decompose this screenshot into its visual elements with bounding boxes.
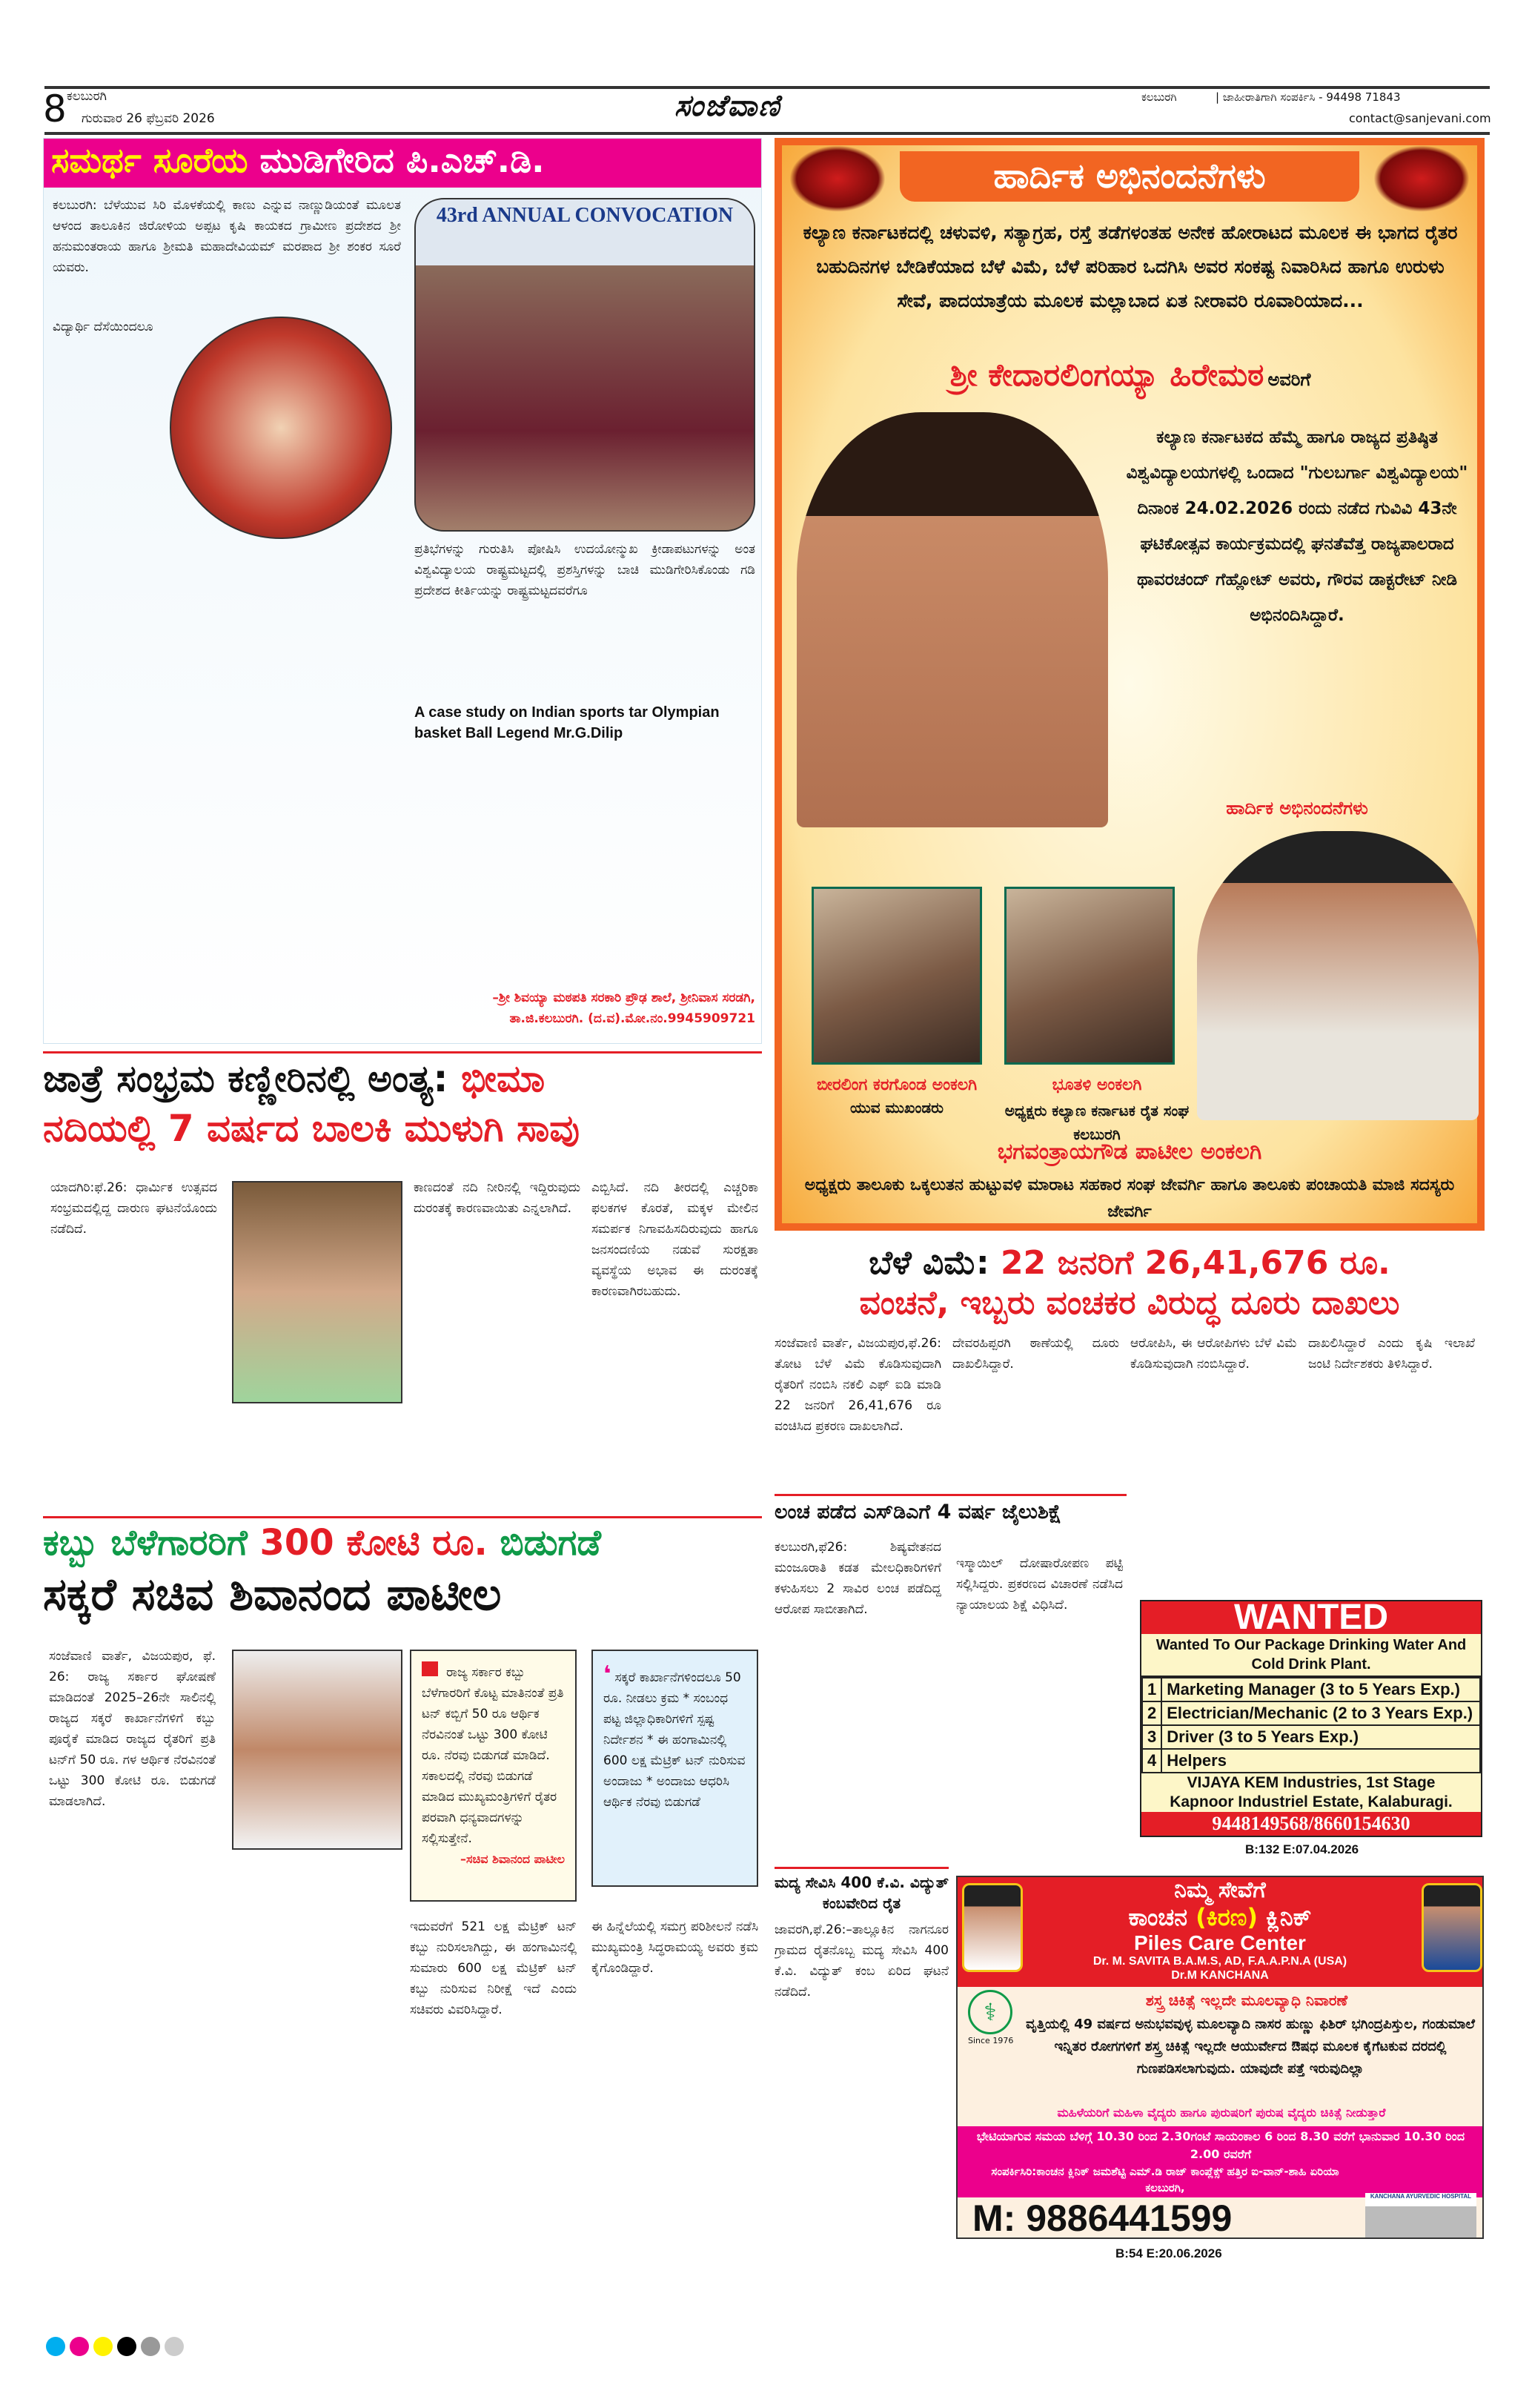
main-wisher-name: ಭಗವಂತ್ರಾಯಗೌಡ ಪಾಟೀಲ ಅಂಕಲಗಿ (997, 1139, 1262, 1165)
story-phd (43, 138, 762, 1044)
wanted-title: WANTED (1141, 1601, 1481, 1634)
caduceus-logo: ⚕ (968, 1990, 1012, 2034)
rose-icon (1373, 145, 1470, 212)
greeting-ad (775, 138, 1485, 1231)
story-headline: ಸಮರ್ಥ ಸೂರೆಯ ಮುಡಿಗೇರಿದ ಪಿ.ಎಚ್.ಡಿ. (44, 139, 761, 188)
positions-table (1141, 1677, 1481, 1773)
greeting-intro: ಕಲ್ಯಾಣ ಕರ್ನಾಟಕದಲ್ಲಿ ಚಳುವಳಿ, ಸತ್ಯಾಗ್ರಹ, ರಸ್ತೆ ತಡೆಗಳಂತಹ ಅನೇಕ ಹೋರಾಟದ ಮೂಲಕ ಈ ಭಾಗದ ರೈತರ ಬಹುದಿನಗಳ ಬೇಡಿಕೆಯಾದ ಬೆಳೆ ವಿಮೆ, ಬೆಳೆ ಪರಿಹಾರ ಒದಗಿಸಿ ಅವರ ಸಂಕಷ್ಟ ನಿವಾರಿಸಿದ ಹಾಗೂ ಉರುಳು ಸೇವೆ, ಪಾದಯಾತ್ರೆಯ ಮೂಲಕ ಮಲ್ಲಾಬಾದ ಏತ ನೀರಾವರಿ ರೂವಾರಿಯಾದ... (803, 222, 1458, 311)
story-lead: ಕಲಬುರಗಿ: ಬೆಳೆಯುವ ಸಿರಿ ಮೊಳಕೆಯಲ್ಲಿ ಕಾಣು ಎನ್ನುವ ನಾಣ್ಣುಡಿಯಂತೆ ಮೂಲತ ಆಳಂದ ತಾಲೂಕಿನ ಜಿರೋಳಿಯ ಅಪ್ಪಟ ಕೃಷಿ ಕಾಯಕದ ಗ್ರಾಮೀಣ ಪ್ರದೇಶದ ಶ್ರೀ ಹನುಮಂತರಾಯ ಹಾಗೂ ಶ್ರೀಮತಿ ಮಹಾದೇವಿಯಮ್ ಮರಪಾದ ಶ್ರೀ ಶಂಕರ ಸೂರೆ ಯವರು. (53, 198, 401, 275)
story-bribery: ಲಂಚ ಪಡೆದ ಎಸ್‌ಡಿಎಗೆ 4 ವರ್ಷ ಜೈಲುಶಿಕ್ಷೆ ಕಲಬುರಗಿ,ಫೆ26: ಶಿಷ್ಯವೇತನದ ಮಂಜೂರಾತಿ ಕಡತ ಮೇಲಧಿಕಾರಿಗಳಿಗೆ ಕಳುಹಿಸಲು 2 ಸಾವಿರ ಲಂಚ ಪಡೆದಿದ್ದ ಆರೋಪ ಸಾಬೀತಾಗಿದೆ. ಇಸ್ಮಾಯಿಲ್ ದೋಷಾರೋಪಣ ಪಟ್ಟಿ ಸಲ್ಲಿಸಿದ್ದರು. ಪ್ರಕರಣದ ವಿಚಾರಣೆ ನಡೆಸಿದ ನ್ಯಾಯಾಲಯ ಶಿಕ್ಷೆ ವಿಧಿಸಿದೆ. (775, 1501, 1123, 1617)
table-row: 1 Marketing Manager (3 to 5 Years Exp.) (1142, 1678, 1480, 1701)
honoree-photo (797, 412, 1108, 827)
story-crop-insurance: ಬೆಳೆ ವಿಮೆ: 22 ಜನರಿಗೆ 26,41,676 ರೂ. ವಂಚನೆ, ಇಬ್ಬರು ವಂಚಕರ ವಿರುದ್ಧ ದೂರು ದಾಖಲು ಸಂಜೆವಾಣಿ ವಾರ್ತೆ, ವಿಜಯಪುರ,ಫೆ.26: ತೋಟ ಬೆಳೆ ವಿಮೆ ಕೊಡಿಸುವುದಾಗಿ ರೈತರಿಗೆ ನಂಬಿಸಿ ನಕಲಿ ಎಫ್ ಐಡಿ ಮಾಡಿ 22 ಜನರಿಗೆ 26,41,676 ರೂ ವಂಚಿಸಿದ ಪ್ರಕರಣ ದಾಖಲಾಗಿದೆ. ದೇವರಹಿಪ್ಪರಗಿ ಠಾಣೆಯಲ್ಲಿ ದೂರು ದಾಖಲಿಸಿದ್ದಾರೆ. ಆರೋಪಿಸಿ, ಈ ಆರೋಪಿಗಳು ಬೆಳೆ ವಿಮೆ ಕೊಡಿಸುವುದಾಗಿ ನಂಬಿಸಿದ್ದಾರೆ. ದಾಖಲಿಸಿದ್ದಾರೆ ಎಂದು ಕೃಷಿ ಇಲಾಖೆ ಜಂಟಿ ನಿರ್ದೇಶಕರು ತಿಳಿಸಿದ್ದಾರೆ. (775, 1244, 1475, 1434)
ad-code: B:54 E:20.06.2026 (1115, 2246, 1222, 2260)
ad-contact: | ಜಾಹೀರಾತಿಗಾಗಿ ಸಂಪರ್ಕಿಸಿ - 94498 71843 (1216, 90, 1401, 104)
highlights-box: ❛ ಸಕ್ಕರೆ ಕಾರ್ಖಾನೆಗಳಿಂದಲೂ 50 ರೂ. ನೀಡಲು ಕ್ರಮ * ಸಂಬಂಧ ಪಟ್ಟ ಜಿಲ್ಲಾಧಿಕಾರಿಗಳಿಗೆ ಸ್ಪಷ್ಟ ನಿರ್ದೇಶನ * ಈ ಹಂಗಾಮಿನಲ್ಲಿ 600 ಲಕ್ಷ ಮೆಟ್ರಿಕ್ ಟನ್ ನುರಿಸುವ ಅಂದಾಜು * ಅಂದಾಜು ಆಧರಿಸಿ ಆರ್ಥಿಕ ನೆರವು ಬಿಡುಗಡೆ (591, 1650, 758, 1887)
contact-email: contact@sanjevani.com (1349, 111, 1491, 125)
table-row: 4 Helpers (1142, 1749, 1480, 1773)
masthead-logo: ಸಂಜೆವಾಣಿ (674, 89, 781, 123)
table-row: 3 Driver (3 to 5 Years Exp.) (1142, 1725, 1480, 1749)
story-sugarcane: ಕಬ್ಬು ಬೆಳೆಗಾರರಿಗೆ 300 ಕೋಟಿ ರೂ. ಬಿಡುಗಡೆ ಸಕ್ಕರೆ ಸಚಿವ ಶಿವಾನಂದ ಪಾಟೀಲ ಸಂಜೆವಾಣಿ ವಾರ್ತೆ, ವಿಜಯಪುರ, ಫೆ. 26: ರಾಜ್ಯ ಸರ್ಕಾರ ಘೋಷಣೆ ಮಾಡಿದಂತೆ 2025–26ನೇ ಸಾಲಿನಲ್ಲಿ ರಾಜ್ಯದ ಸಕ್ಕರೆ ಕಾರ್ಖಾನೆಗಳಿಗೆ ಕಬ್ಬು ಪೂರೈಕೆ ಮಾಡಿದ ರಾಜ್ಯದ ರೈತರಿಗೆ ಪ್ರತಿ ಟನ್‌ಗೆ 50 ರೂ. ಗಳ ಆರ್ಥಿಕ ನೆರವಿನಂತೆ ಒಟ್ಟು 300 ಕೋಟಿ ರೂ. ಬಿಡುಗಡೆ ಮಾಡಲಾಗಿದೆ. ರಾಜ್ಯ ಸರ್ಕಾರ ಕಬ್ಬು ಬೆಳೆಗಾರರಿಗೆ ಕೊಟ್ಟ ಮಾತಿನಂತೆ ಪ್ರತಿ ಟನ್ ಕಬ್ಬಿಗೆ 50 ರೂ ಆರ್ಥಿಕ ನೆರವಿನಂತೆ ಒಟ್ಟು 300 ಕೋಟಿ ರೂ. ನೆರವು ಬಿಡುಗಡೆ ಮಾಡಿದೆ. ಸಕಾಲದಲ್ಲಿ ನೆರವು ಬಿಡುಗಡೆ ಮಾಡಿದ ಮುಖ್ಯಮಂತ್ರಿಗಳಿಗೆ ರೈತರ ಪರವಾಗಿ ಧನ್ಯವಾದಗಳನ್ನು ಸಲ್ಲಿಸುತ್ತೇನೆ. –ಸಚಿವ ಶಿವಾನಂದ ಪಾಟೀಲ ❛ ಸಕ್ಕರೆ ಕಾರ್ಖಾನೆಗಳಿಂದಲೂ 50 ರೂ. ನೀಡಲು ಕ್ರಮ * ಸಂಬಂಧ ಪಟ್ಟ ಜಿಲ್ಲಾಧಿಕಾರಿಗಳಿಗೆ ಸ್ಪಷ್ಟ ನಿರ್ದೇಶನ * ಈ ಹಂಗಾಮಿನಲ್ಲಿ 600 ಲಕ್ಷ ಮೆಟ್ರಿಕ್ ಟನ್ ನುರಿಸುವ ಅಂದಾಜು * ಅಂದಾಜು ಆಧರಿಸಿ ಆರ್ಥಿಕ ನೆರವು ಬಿಡುಗಡೆ ಇದುವರೆಗೆ 521 ಲಕ್ಷ ಮೆಟ್ರಿಕ್ ಟನ್ ಕಬ್ಬು ನುರಿಸಲಾಗಿದ್ದು, ಈ ಹಂಗಾಮಿನಲ್ಲಿ ಸುಮಾರು 600 ಲಕ್ಷ ಮೆಟ್ರಿಕ್ ಟನ್ ಕಬ್ಬು ನುರಿಸುವ ನಿರೀಕ್ಷೆ ಇದೆ ಎಂದು ಸಚಿವರು ವಿವರಿಸಿದ್ದಾರೆ. ಈ ಹಿನ್ನೆಲೆಯಲ್ಲಿ ಸಮಗ್ರ ಪರಿಶೀಲನೆ ನಡೆಸಿ ಮುಖ್ಯಮಂತ್ರಿ ಸಿದ್ಧರಾಮಯ್ಯ ಅವರು ಕ್ರಮ ಕೈಗೊಂಡಿದ್ದಾರೆ. (43, 1522, 758, 2017)
hospital-photo: KANCHANA AYURVEDIC HOSPITAL (1365, 2193, 1476, 2237)
wisher-2: ಭೂತಳಿ ಅಂಕಲಗಿ ಅಧ್ಯಕ್ಷರು ಕಲ್ಯಾಣ ಕರ್ನಾಟಕ ರೈತ ಸಂಘ ಕಲಬುರಗಿ (1004, 1076, 1190, 1143)
english-line: A case study on Indian sports tar Olympian basket Ball Legend Mr.G.Dilip (414, 704, 720, 741)
wanted-ad: WANTED Wanted To Our Package Drinking Water And Cold Drink Plant. 1 Marketing Manager (3 to 5 Years Exp.) 2 Electrician/Mechanic (2 to 3 Years Exp.) 3 Driver (3 to 5 Years Exp.) 4 Helpers VIJAYA KEM Industries, 1st Stage Kapnoor Industriel Estate, Kalaburagi. 9448149568/8660154630 (1140, 1600, 1482, 1837)
photo-caption: ಪ್ರತಿಭೆಗಳನ್ನು ಗುರುತಿಸಿ ಪೋಷಿಸಿ ಉದಯೋನ್ಮುಖ ಕ್ರೀಡಾಪಟುಗಳನ್ನು ಅಂತ ವಿಶ್ವವಿದ್ಯಾಲಯ ರಾಷ್ಟ್ರಮಟ್ಟದಲ್ಲಿ ಪ್ರಶಸ್ತಿಗಳನ್ನು ಬಾಚಿ ಮುಡಿಗೇರಿಸಿಕೊಂಡು ಗಡಿ ಪ್ರದೇಶದ ಕೀರ್ತಿಯನ್ನು ರಾಷ್ಟ್ರಮಟ್ಟದವರೆಗೂ (414, 542, 755, 598)
page-number: 8 (43, 87, 67, 130)
doctor-photo (1422, 1883, 1482, 1972)
story-paragraph: ವಿದ್ಯಾರ್ಥಿ ದೆಸೆಯಿಂದಲೂ (53, 320, 153, 334)
greeting-title: ಹಾರ್ದಿಕ ಅಭಿನಂದನೆಗಳು (900, 151, 1359, 202)
edition-date: ಗುರುವಾರ 26 ಫೆಬ್ರವರಿ 2026 (82, 111, 215, 126)
story-farmer-pole: ಮದ್ಯ ಸೇವಿಸಿ 400 ಕೆ.ವಿ. ವಿದ್ಯುತ್ ಕಂಬವೇರಿದ ರೈತ ಜಾವರಗಿ,ಫೆ.26:–ತಾಲ್ಲೂಕಿನ ನಾಗನೂರ ಗ್ರಾಮದ ರೈತನೊಬ್ಬ ಮದ್ಯ ಸೇವಿಸಿ 400 ಕೆ.ವಿ. ವಿದ್ಯುತ್ ಕಂಬ ಏರಿದ ಘಟನೆ ನಡೆದಿದೆ. (775, 1873, 949, 2000)
greeting-subtitle: ಹಾರ್ದಿಕ ಅಭಿನಂದನೆಗಳು (1226, 798, 1368, 818)
clinic-phone: M: 9886441599 (972, 2197, 1233, 2239)
ad-code: B:132 E:07.04.2026 (1245, 1842, 1359, 1856)
convocation-photo: 43rd ANNUAL CONVOCATION (414, 198, 755, 532)
author-byline: –ಶ್ರೀ ಶಿವಯ್ಯಾ ಮಠಪತಿ ಸರಕಾರಿ ಪ್ರೌಢ ಶಾಲೆ, ಶ್ರೀನಿವಾಸ ಸರಡಗಿ, ತಾ.ಜಿ.ಕಲಬುರಗಿ. (ದ.ವ).ಮೋ.ನಂ.9945909721 (492, 990, 755, 1026)
right-city: ಕಲಬುರಗಿ (1141, 90, 1177, 104)
color-register-marks (46, 2337, 184, 2356)
honoree-line: ಶ್ರೀ ಕೇದಾರಲಿಂಗಯ್ಯಾ ಹಿರೇಮಠ ಅವರಿಗೆ (949, 357, 1311, 393)
girl-photo (232, 1181, 402, 1403)
wisher-photo (812, 887, 982, 1065)
quote-icon: ❛ (603, 1661, 611, 1687)
story-bhima: ಜಾತ್ರೆ ಸಂಭ್ರಮ ಕಣ್ಣೀರಿನಲ್ಲಿ ಅಂತ್ಯ: ಭೀಮಾ ನದಿಯಲ್ಲಿ 7 ವರ್ಷದ ಬಾಲಕಿ ಮುಳುಗಿ ಸಾವು ಯಾದಗಿರಿ:ಫೆ.26: ಧಾರ್ಮಿಕ ಉತ್ಸವದ ಸಂಭ್ರಮದಲ್ಲಿದ್ದ ದಾರುಣ ಘಟನೆಯೊಂದು ನಡೆದಿದೆ. ಕಾಣದಂತೆ ನದಿ ನೀರಿನಲ್ಲಿ ಇದ್ದಿರುವುದು ದುರಂತಕ್ಕೆ ಕಾರಣವಾಯಿತು ಎನ್ನಲಾಗಿದೆ. ಎಬ್ಬಿಸಿದೆ. ನದಿ ತೀರದಲ್ಲಿ ಎಚ್ಚರಿಕಾ ಫಲಕಗಳ ಕೊರತೆ, ಮಕ್ಕಳ ಮೇಲಿನ ಸಮರ್ಪಕ ನಿಗಾವಹಿಸದಿರುವುದು ಹಾಗೂ ಜನಸಂದಣಿಯ ನಡುವೆ ಸುರಕ್ಷತಾ ವ್ಯವಸ್ಥೆಯ ಅಭಾವ ಈ ದುರಂತಕ್ಕೆ ಕಾರಣವಾಗಿರಬಹುದು. (43, 1059, 762, 1504)
clinic-ad: ನಿಮ್ಮ ಸೇವೆಗೆ ಕಾಂಚನ (ಕಿರಣ) ಕ್ಲಿನಿಕ್ Piles Care Center Dr. M. SAVITA B.A.M.S, AD, F.A.A.P.N.A (USA) Dr.M KANCHANA ⚕ Since 1976 ಶಸ್ತ್ರ ಚಿಕಿತ್ಸೆ ಇಲ್ಲದೇ ಮೂಲವ್ಯಾಧಿ ನಿವಾರಣೆ ವೃತ್ತಿಯಲ್ಲಿ 49 ವರ್ಷದ ಅನುಭವವುಳ್ಳ ಮೂಲವ್ಯಾದಿ ನಾಸರ ಹುಣ್ಣು ಫಿಶಿರ್ ಭಗಿಂದ್ರಪಿಸ್ತುಲ, ಗಂಡುಮಾಲೆ ಇನ್ನಿತರ ರೋಗಗಳಿಗೆ ಶಸ್ತ್ರ ಚಿಕಿತ್ಸೆ ಇಲ್ಲದೇ ಆಯುರ್ವೇದ ಔಷಧ ಮೂಲಕ ಕೈಗೆಟಕುವ ದರದಲ್ಲಿ ಗುಣಪಡಿಸಲಾಗುವುದು. ಯಾವುದೇ ಪತ್ತೆ ಇರುವುದಿಲ್ಲಾ ಮಹಿಳೆಯರಿಗೆ ಮಹಿಳಾ ವೈದ್ಯರು ಹಾಗೂ ಪುರುಷರಿಗೆ ಪುರುಷ ವೈದ್ಯರು ಚಿಕಿತ್ಸೆ ನೀಡುತ್ತಾರೆ ಭೇಟಿಯಾಗುವ ಸಮಯ ಬೆಳಿಗ್ಗೆ 10.30 ರಿಂದ 2.30ಗಂಟೆ ಸಾಯಂಕಾಲ 6 ರಿಂದ 8.30 ವರೆಗೆ ಭಾನುವಾರ 10.30 ರಿಂದ 2.00 ರವರೆಗೆ ಸಂಪರ್ಕಿಸಿರಿ:ಕಾಂಚನ ಕ್ಲಿನಿಕ್ ಜಮಶೆಟ್ಟಿ ಎಮ್.ಡಿ ರಾಜ್ ಕಾಂಪ್ಲೆಕ್ಸ್ ಹತ್ತಿರ ಐ-ವಾನ್-ಶಾಹಿ ಏರಿಯಾ ಕಲಬುರಗಿ, KANCHANA AYURVEDIC HOSPITAL M: 9886441599 (956, 1876, 1484, 2239)
quote-icon (422, 1661, 438, 1676)
minister-quote-box: ರಾಜ್ಯ ಸರ್ಕಾರ ಕಬ್ಬು ಬೆಳೆಗಾರರಿಗೆ ಕೊಟ್ಟ ಮಾತಿನಂತೆ ಪ್ರತಿ ಟನ್ ಕಬ್ಬಿಗೆ 50 ರೂ ಆರ್ಥಿಕ ನೆರವಿನಂತೆ ಒಟ್ಟು 300 ಕೋಟಿ ರೂ. ನೆರವು ಬಿಡುಗಡೆ ಮಾಡಿದೆ. ಸಕಾಲದಲ್ಲಿ ನೆರವು ಬಿಡುಗಡೆ ಮಾಡಿದ ಮುಖ್ಯಮಂತ್ರಿಗಳಿಗೆ ರೈತರ ಪರವಾಗಿ ಧನ್ಯವಾದಗಳನ್ನು ಸಲ್ಲಿಸುತ್ತೇನೆ. –ಸಚಿವ ಶಿವಾನಂದ ಪಾಟೀಲ (410, 1650, 577, 1902)
main-wisher-photo (1197, 831, 1479, 1120)
edition-city: ಕಲಬುರಗಿ (67, 89, 107, 104)
rose-icon (789, 145, 886, 212)
table-row: 2 Electrician/Mechanic (2 to 3 Years Exp.) (1142, 1701, 1480, 1725)
minister-photo (232, 1650, 402, 1850)
doctor-photo (962, 1883, 1023, 1972)
wisher-1: ಬೀರಲಿಂಗ ಕರಗೊಂಡ ಅಂಕಲಗಿ ಯುವ ಮುಖಂಡರು (816, 1076, 978, 1117)
phd-recipient-photo (170, 317, 392, 539)
wisher-photo (1004, 887, 1175, 1065)
greeting-body: ಕಲ್ಯಾಣ ಕರ್ನಾಟಕದ ಹೆಮ್ಮೆ ಹಾಗೂ ರಾಜ್ಯದ ಪ್ರತಿಷ್ಠಿತ ವಿಶ್ವವಿದ್ಯಾಲಯಗಳಲ್ಲಿ ಒಂದಾದ "ಗುಲಬರ್ಗಾ ವಿಶ್ವವಿದ್ಯಾಲಯ" ದಿನಾಂಕ 24.02.2026 ರಂದು ನಡೆದ ಗುವಿವಿ 43ನೇ ಘಟಿಕೋತ್ಸವ ಕಾರ್ಯಕ್ರಮದಲ್ಲಿ ಘನತೆವೆತ್ತ ರಾಜ್ಯಪಾಲರಾದ ಥಾವರಚಂದ್ ಗೆಹ್ಲೋಟ್ ಅವರು, ಗೌರವ ಡಾಕ್ಟರೇಟ್ ನೀಡಿ ಅಭಿನಂದಿಸಿದ್ದಾರೆ. (1126, 428, 1468, 625)
main-wisher-role: ಅಧ್ಯಕ್ಷರು ತಾಲೂಕು ಒಕ್ಕಲುತನ ಹುಟ್ಟುವಳಿ ಮಾರಾಟ ಸಹಕಾರ ಸಂಘ ಜೇವರ್ಗಿ ಹಾಗೂ ತಾಲೂಕು ಪಂಚಾಯತಿ ಮಾಜಿ ಸದಸ್ಯರು ಜೇವರ್ಗಿ (804, 1176, 1455, 1221)
